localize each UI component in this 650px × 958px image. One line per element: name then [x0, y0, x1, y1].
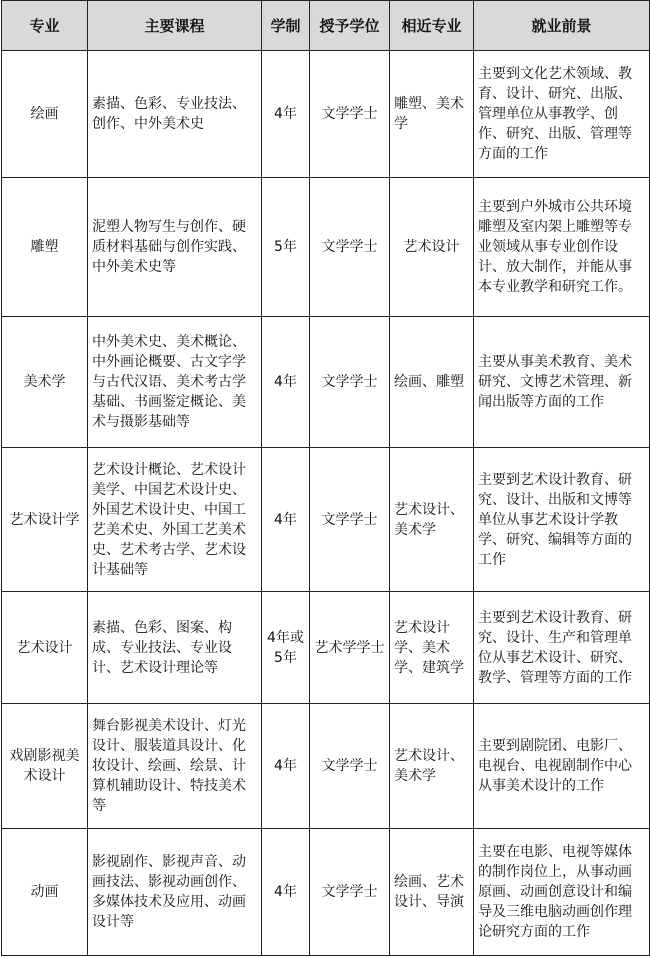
prospects-cell: 主要从事美术教育、美术研究、文博艺术管理、新闻出版等方面的工作	[474, 317, 650, 448]
related-cell: 艺术设计学、美术学、建筑学	[390, 592, 474, 704]
prospects-cell: 主要到艺术设计教育、研究、设计、出版和文博等单位从事艺术设计学教学、研究、编辑等方面的工作	[474, 448, 650, 592]
related-cell: 艺术设计	[390, 178, 474, 317]
header-row	[2, 1, 650, 51]
prospects-cell: 主要到户外城市公共环境雕塑及室内架上雕塑等专业领域从事专业创作设计、放大制作，并能从事本专业教学和研究工作。	[474, 178, 650, 317]
degree-cell: 文学学士	[310, 829, 390, 956]
courses-cell: 素描、色彩、专业技法、创作、中外美术史	[88, 51, 262, 178]
related-cell: 绘画、雕塑	[390, 317, 474, 448]
header-duration: 学制	[262, 1, 310, 51]
prospects-cell: 主要到艺术设计教育、研究、设计、生产和管理单位从事艺术设计、研究、教学、管理等方面的工作	[474, 592, 650, 704]
degree-cell: 文学学士	[310, 704, 390, 829]
duration-cell: 4年	[262, 317, 310, 448]
courses-cell: 影视剧作、影视声音、动画技法、影视动画创作、多媒体技术及应用、动画设计等	[88, 829, 262, 956]
table-row	[2, 704, 650, 829]
degree-cell: 文学学士	[310, 51, 390, 178]
courses-cell: 艺术设计概论、艺术设计美学、中国艺术设计史、外国艺术设计史、中国工艺美术史、外国工艺美术史、艺术考古学、艺术设计基础等	[88, 448, 262, 592]
courses-cell: 舞台影视美术设计、灯光设计、服装道具设计、化妆设计、绘画、绘景、计算机辅助设计、特技美术等	[88, 704, 262, 829]
related-cell: 艺术设计、美术学	[390, 704, 474, 829]
degree-cell: 文学学士	[310, 178, 390, 317]
duration-cell: 5年	[262, 178, 310, 317]
table-row	[2, 317, 650, 448]
major-cell: 艺术设计	[2, 592, 88, 704]
majors-table	[1, 0, 650, 956]
table-row	[2, 51, 650, 178]
header-prospects: 就业前景	[474, 1, 650, 51]
major-cell: 动画	[2, 829, 88, 956]
courses-cell: 中外美术史、美术概论、中外画论概要、古文字学与古代汉语、美术考古学基础、书画鉴定概论、美术与摄影基础等	[88, 317, 262, 448]
related-cell: 绘画、艺术设计、导演	[390, 829, 474, 956]
major-cell: 艺术设计学	[2, 448, 88, 592]
header-major: 专业	[2, 1, 88, 51]
related-cell: 艺术设计、美术学	[390, 448, 474, 592]
courses-cell: 素描、色彩、图案、构成、专业技法、专业设计、艺术设计理论等	[88, 592, 262, 704]
duration-cell: 4年	[262, 704, 310, 829]
table-row	[2, 448, 650, 592]
major-cell: 戏剧影视美术设计	[2, 704, 88, 829]
degree-cell: 文学学士	[310, 448, 390, 592]
header-degree: 授予学位	[310, 1, 390, 51]
prospects-cell: 主要到剧院团、电影厂、电视台、电视剧制作中心从事美术设计的工作	[474, 704, 650, 829]
degree-cell: 艺术学学士	[310, 592, 390, 704]
duration-cell: 4年	[262, 829, 310, 956]
major-cell: 绘画	[2, 51, 88, 178]
duration-cell: 4年	[262, 448, 310, 592]
table-row	[2, 592, 650, 704]
table-row	[2, 829, 650, 956]
degree-cell: 文学学士	[310, 317, 390, 448]
courses-cell: 泥塑人物写生与创作、硬质材料基础与创作实践、中外美术史等	[88, 178, 262, 317]
prospects-cell: 主要到文化艺术领域、教育、设计、研究、出版、管理单位从事教学、创作、研究、出版、管理等方面的工作	[474, 51, 650, 178]
major-cell: 雕塑	[2, 178, 88, 317]
duration-cell: 4年	[262, 51, 310, 178]
duration-cell: 4年或5年	[262, 592, 310, 704]
header-courses: 主要课程	[88, 1, 262, 51]
related-cell: 雕塑、美术学	[390, 51, 474, 178]
prospects-cell: 主要在电影、电视等媒体的制作岗位上，从事动画原画、动画创意设计和编导及三维电脑动画创作理论研究方面的工作	[474, 829, 650, 956]
table-row	[2, 178, 650, 317]
header-related: 相近专业	[390, 1, 474, 51]
major-cell: 美术学	[2, 317, 88, 448]
